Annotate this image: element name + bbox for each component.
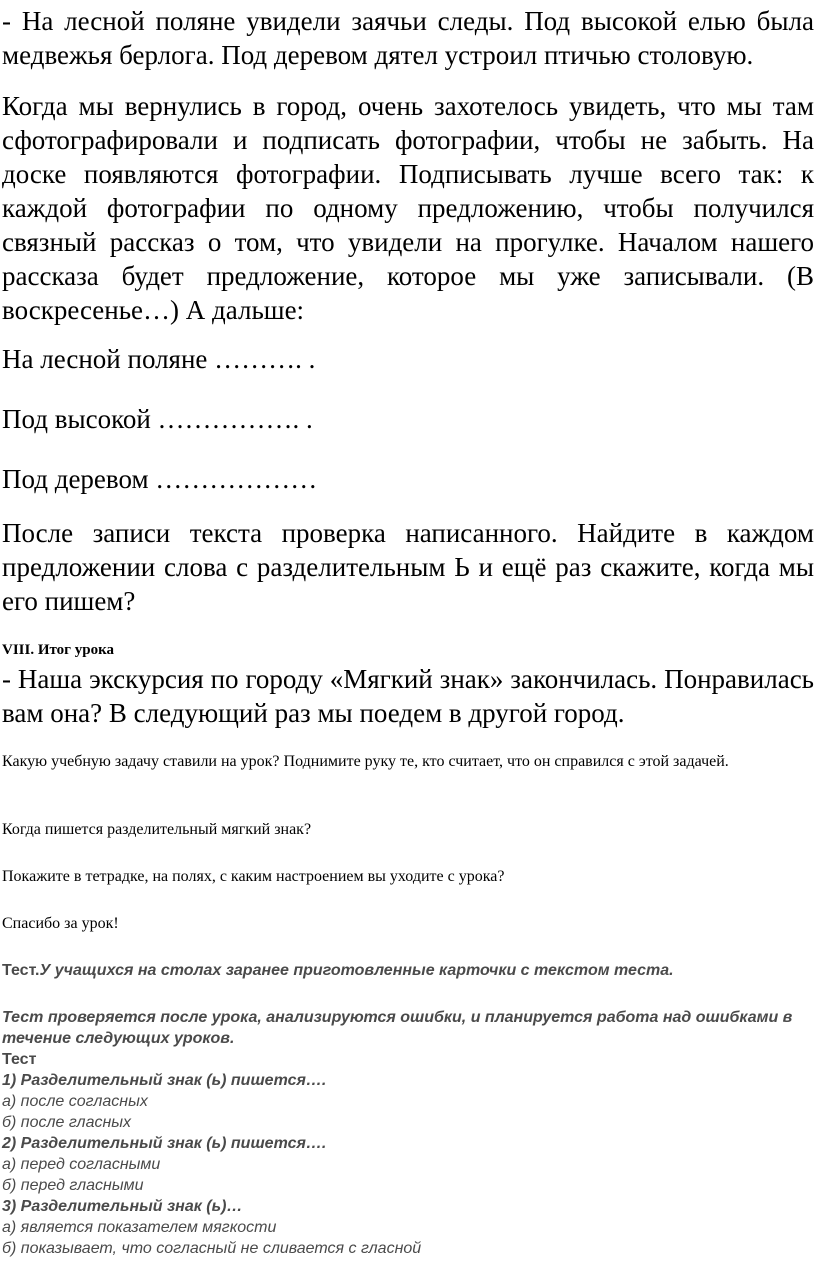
test-title: Тест: [2, 1051, 37, 1068]
test-option: а) после согласных: [2, 1093, 148, 1110]
question-1: Какую учебную задачу ставили на урок? Поднимите руку те, кто считает, что он справился с этой задачей.: [2, 753, 729, 770]
test-option: а) является показателем мягкости: [2, 1219, 277, 1236]
sentence-line-2: Под высокой ……………. .: [2, 404, 313, 434]
paragraph-conclusion: - Наша экскурсия по городу «Мягкий знак» закончилась. Понравилась вам она? В следующий раз мы поедем в другой город.: [2, 664, 814, 728]
section-heading: VIII. Итог урока: [2, 642, 115, 658]
test-intro: У учащихся на столах заранее приготовленные карточки с текстом теста.: [39, 962, 674, 979]
question-2: Когда пишется разделительный мягкий знак?: [2, 821, 312, 838]
test-option: б) показывает, что согласный не сливается с гласной: [2, 1240, 422, 1257]
thanks-line: Спасибо за урок!: [2, 915, 119, 932]
test-option: а) перед согласными: [2, 1156, 161, 1173]
test-question: 3) Разделительный знак (ь)…: [2, 1198, 243, 1215]
test-question: 2) Разделительный знак (ь) пишется….: [2, 1135, 327, 1152]
test-intro-line: [2, 960, 814, 981]
paragraph-photos: Когда мы вернулись в город, очень захотелось увидеть, что мы там сфотографировали и подписать фотографии, чтобы не забыть. На доске появляются фотографии. Подписывать лучше всего так: к каждой фотографии по одному предложению, чтобы получился связный рассказ о том, что увидели на прогулке. Началом нашего рассказа будет предложение, которое мы уже записывали. (В воскресенье…) А дальше:: [2, 91, 814, 325]
paragraph-intro: - На лесной поляне увидели заячьи следы. Под высокой елью была медвежья берлога. Под деревом дятел устроил птичью столовую.: [2, 6, 814, 70]
question-3: Покажите в тетрадке, на полях, с каким настроением вы уходите с урока?: [2, 868, 505, 885]
test-option: б) перед гласными: [2, 1177, 144, 1194]
sentence-line-3: Под деревом ………………: [2, 464, 318, 494]
test-option: б) после гласных: [2, 1114, 132, 1131]
test-label: Тест.: [2, 962, 40, 979]
sentence-line-1: На лесной поляне ………. .: [2, 344, 316, 374]
test-question: 1) Разделительный знак (ь) пишется….: [2, 1072, 327, 1089]
paragraph-check: После записи текста проверка написанного. Найдите в каждом предложении слова с разделительным Ь и ещё раз скажите, когда мы его пишем?: [2, 518, 814, 616]
test-items: [2, 1070, 814, 1259]
test-note: Тест проверяется после урока, анализируются ошибки, и планируется работа над ошибками в течение следующих уроков.: [2, 1009, 793, 1047]
